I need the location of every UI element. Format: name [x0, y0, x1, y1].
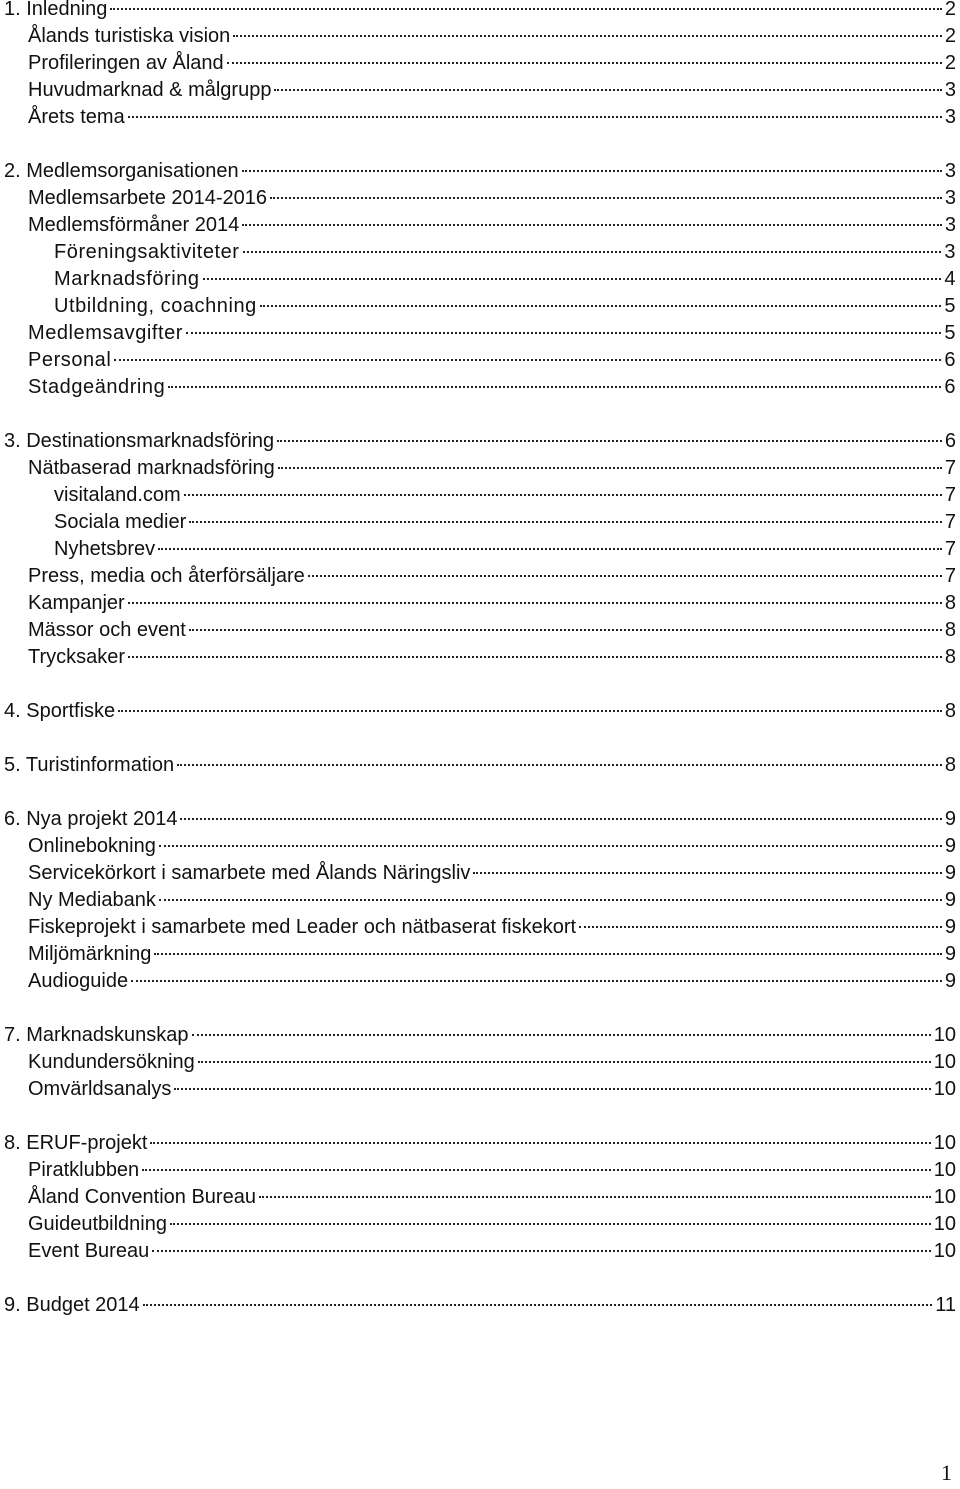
- toc-leader-dots: [158, 548, 942, 550]
- toc-entry-label: Utbildning, coachning: [54, 295, 257, 317]
- toc-page-number: 10: [933, 1024, 956, 1046]
- toc-leader-dots: [189, 521, 942, 523]
- toc-entry[interactable]: [4, 1076, 956, 1103]
- toc-leader-dots: [114, 359, 941, 361]
- toc-entry[interactable]: [4, 644, 956, 671]
- toc-section-1: [4, 0, 956, 131]
- toc-page-number: 10: [933, 1078, 956, 1100]
- toc-leader-dots: [227, 62, 942, 64]
- toc-entry-label: 9. Budget 2014: [4, 1294, 140, 1316]
- toc-entry-label: Piratklubben: [28, 1159, 140, 1181]
- toc-page-number: 6: [944, 430, 956, 452]
- toc-entry-label: Omvärldsanalys: [28, 1078, 172, 1100]
- toc-leader-dots: [260, 305, 942, 307]
- toc-entry[interactable]: [4, 104, 956, 131]
- toc-page-number: 10: [933, 1240, 956, 1262]
- toc-entry[interactable]: [4, 293, 956, 320]
- toc-page-number: 9: [944, 916, 956, 938]
- toc-entry-label: Servicekörkort i samarbete med Ålands Näringsliv: [28, 862, 471, 884]
- toc-entry[interactable]: [4, 0, 956, 23]
- toc-section-9: [4, 1292, 956, 1319]
- page-number: 1: [941, 1460, 952, 1485]
- toc-entry-label: Onlinebokning: [28, 835, 156, 857]
- toc-entry-label: 4. Sportfiske: [4, 700, 116, 722]
- toc-entry-label: Föreningsaktiviteter: [54, 241, 240, 263]
- toc-section-8: [4, 1130, 956, 1265]
- toc-page-number: 7: [944, 538, 956, 560]
- toc-leader-dots: [168, 386, 941, 388]
- toc-entry[interactable]: [4, 347, 956, 374]
- toc-page-number: 9: [944, 808, 956, 830]
- toc-entry-label: Årets tema: [28, 106, 125, 128]
- toc-leader-dots: [128, 116, 942, 118]
- toc-entry-label: Miljömärkning: [28, 943, 152, 965]
- toc-entry-label: Ålands turistiska vision: [28, 25, 231, 47]
- toc-entry-label: Personal: [28, 349, 112, 371]
- toc-page-number: 10: [933, 1213, 956, 1235]
- toc-page-number: 2: [944, 52, 956, 74]
- toc-entry-label: Kampanjer: [28, 592, 125, 614]
- toc-entry-label: Stadgeändring: [28, 376, 166, 398]
- toc-entry[interactable]: [4, 1238, 956, 1265]
- toc-leader-dots: [174, 1088, 930, 1090]
- toc-entry-label: Åland Convention Bureau: [28, 1186, 256, 1208]
- toc-entry-label: Event Bureau: [28, 1240, 150, 1262]
- toc-entry[interactable]: [4, 158, 956, 185]
- toc-page-number: 4: [944, 268, 956, 290]
- toc-entry[interactable]: [4, 482, 956, 509]
- toc-leader-dots: [110, 8, 941, 10]
- toc-entry[interactable]: [4, 428, 956, 455]
- toc-entry-label: Trycksaker: [28, 646, 126, 668]
- toc-page-number: 2: [944, 0, 956, 20]
- toc-leader-dots: [154, 953, 942, 955]
- toc-leader-dots: [233, 35, 942, 37]
- toc-entry-label: Sociala medier: [54, 511, 187, 533]
- toc-entry-label: Nyhetsbrev: [54, 538, 156, 560]
- toc-entry[interactable]: [4, 617, 956, 644]
- toc-leader-dots: [159, 845, 942, 847]
- toc-page-number: 3: [944, 214, 956, 236]
- toc-page-number: 10: [933, 1051, 956, 1073]
- toc-entry[interactable]: [4, 887, 956, 914]
- toc-leader-dots: [128, 602, 942, 604]
- toc-entry[interactable]: [4, 860, 956, 887]
- toc-entry[interactable]: [4, 509, 956, 536]
- toc-page-number: 7: [944, 565, 956, 587]
- toc-leader-dots: [203, 278, 942, 280]
- toc-page-number: 9: [944, 862, 956, 884]
- toc-leader-dots: [177, 764, 942, 766]
- toc-entry[interactable]: [4, 563, 956, 590]
- toc-entry[interactable]: [4, 50, 956, 77]
- toc-entry[interactable]: [4, 914, 956, 941]
- toc-page-number: 3: [944, 187, 956, 209]
- toc-page-number: 7: [944, 484, 956, 506]
- toc-entry[interactable]: [4, 1157, 956, 1184]
- toc-entry-label: Fiskeprojekt i samarbete med Leader och nätbaserat fiskekort: [28, 916, 577, 938]
- toc-entry-label: Profileringen av Åland: [28, 52, 224, 74]
- toc-page-number: 8: [944, 592, 956, 614]
- toc-leader-dots: [180, 818, 941, 820]
- toc-entry[interactable]: [4, 266, 956, 293]
- toc-section-3: [4, 428, 956, 671]
- toc-entry[interactable]: [4, 320, 956, 347]
- toc-section-6: [4, 806, 956, 995]
- toc-leader-dots: [143, 1304, 933, 1306]
- toc-leader-dots: [128, 656, 942, 658]
- toc-entry-label: Audioguide: [28, 970, 129, 992]
- toc-page-number: 5: [944, 322, 956, 344]
- toc-page-number: 9: [944, 889, 956, 911]
- toc-page-number: 3: [944, 160, 956, 182]
- toc-leader-dots: [192, 1034, 931, 1036]
- toc-page-number: 8: [944, 754, 956, 776]
- toc-page-number: 7: [944, 457, 956, 479]
- toc-entry[interactable]: [4, 77, 956, 104]
- toc-entry-label: 6. Nya projekt 2014: [4, 808, 178, 830]
- toc-leader-dots: [278, 467, 942, 469]
- toc-leader-dots: [131, 980, 942, 982]
- toc-entry-label: Medlemsarbete 2014-2016: [28, 187, 268, 209]
- toc-page-number: 9: [944, 970, 956, 992]
- toc-leader-dots: [473, 872, 941, 874]
- toc-leader-dots: [274, 89, 941, 91]
- toc-leader-dots: [189, 629, 942, 631]
- toc-page-number: 3: [944, 241, 956, 263]
- toc-leader-dots: [243, 251, 942, 253]
- toc-leader-dots: [152, 1250, 931, 1252]
- toc-page-number: 3: [944, 106, 956, 128]
- toc-entry[interactable]: [4, 941, 956, 968]
- toc-entry[interactable]: [4, 752, 956, 779]
- toc-page-number: 9: [944, 943, 956, 965]
- toc-page-number: 6: [944, 349, 956, 371]
- toc-page-number: 9: [944, 835, 956, 857]
- toc-section-2: [4, 158, 956, 401]
- toc-entry-label: 3. Destinationsmarknadsföring: [4, 430, 275, 452]
- toc-entry[interactable]: [4, 212, 956, 239]
- toc-entry-label: Ny Mediabank: [28, 889, 156, 911]
- toc-entry[interactable]: [4, 185, 956, 212]
- toc-entry-label: Kundundersökning: [28, 1051, 195, 1073]
- toc-entry[interactable]: [4, 1130, 956, 1157]
- toc-leader-dots: [308, 575, 942, 577]
- toc-entry[interactable]: [4, 590, 956, 617]
- toc-entry-label: Mässor och event: [28, 619, 186, 641]
- toc-entry[interactable]: [4, 374, 956, 401]
- toc-section-5: [4, 752, 956, 779]
- toc-page-number: 2: [944, 25, 956, 47]
- toc-page-number: 7: [944, 511, 956, 533]
- toc-leader-dots: [277, 440, 942, 442]
- toc-leader-dots: [150, 1142, 930, 1144]
- toc-leader-dots: [159, 899, 942, 901]
- toc-entry[interactable]: [4, 1292, 956, 1319]
- toc-leader-dots: [170, 1223, 931, 1225]
- toc-page-number: 10: [933, 1132, 956, 1154]
- toc-entry[interactable]: [4, 1049, 956, 1076]
- toc-entry-label: Medlemsförmåner 2014: [28, 214, 240, 236]
- toc-page-number: 10: [933, 1159, 956, 1181]
- toc-entry[interactable]: [4, 968, 956, 995]
- toc-entry-label: 2. Medlemsorganisationen: [4, 160, 239, 182]
- toc-leader-dots: [242, 224, 942, 226]
- toc-page-number: 8: [944, 700, 956, 722]
- toc-entry[interactable]: [4, 698, 956, 725]
- toc-leader-dots: [142, 1169, 931, 1171]
- toc-leader-dots: [579, 926, 942, 928]
- toc-entry-label: Huvudmarknad & målgrupp: [28, 79, 272, 101]
- toc-entry-label: Guideutbildning: [28, 1213, 167, 1235]
- toc-leader-dots: [118, 710, 942, 712]
- toc-page-number: 11: [935, 1294, 956, 1316]
- toc-entry[interactable]: [4, 23, 956, 50]
- toc-page-number: 8: [944, 619, 956, 641]
- toc-entry-label: 1. Inledning: [4, 0, 108, 20]
- toc-section-4: [4, 698, 956, 725]
- toc-page-number: 5: [944, 295, 956, 317]
- toc-entry-label: 8. ERUF-projekt: [4, 1132, 148, 1154]
- toc-section-7: [4, 1022, 956, 1103]
- toc-entry[interactable]: [4, 239, 956, 266]
- toc-page-number: 10: [933, 1186, 956, 1208]
- toc-entry-label: Nätbaserad marknadsföring: [28, 457, 275, 479]
- toc-entry-label: Medlemsavgifter: [28, 322, 183, 344]
- toc-entry-label: Press, media och återförsäljare: [28, 565, 305, 587]
- toc-entry[interactable]: [4, 536, 956, 563]
- toc-leader-dots: [270, 197, 942, 199]
- toc-entry-label: Marknadsföring: [54, 268, 200, 290]
- toc-leader-dots: [242, 170, 942, 172]
- toc-entry[interactable]: [4, 455, 956, 482]
- toc-page-number: 3: [944, 79, 956, 101]
- toc-entry[interactable]: [4, 1022, 956, 1049]
- toc-entry[interactable]: [4, 806, 956, 833]
- toc-entry[interactable]: [4, 1211, 956, 1238]
- toc-leader-dots: [186, 332, 941, 334]
- toc-leader-dots: [184, 494, 942, 496]
- table-of-contents: [4, 0, 956, 1346]
- toc-leader-dots: [259, 1196, 931, 1198]
- toc-entry[interactable]: [4, 833, 956, 860]
- toc-entry-label: 7. Marknadskunskap: [4, 1024, 189, 1046]
- toc-entry-label: 5. Turistinformation: [4, 754, 175, 776]
- toc-entry-label: visitaland.com: [54, 484, 181, 506]
- toc-entry[interactable]: [4, 1184, 956, 1211]
- toc-page-number: 8: [944, 646, 956, 668]
- toc-page-number: 6: [944, 376, 956, 398]
- toc-leader-dots: [198, 1061, 931, 1063]
